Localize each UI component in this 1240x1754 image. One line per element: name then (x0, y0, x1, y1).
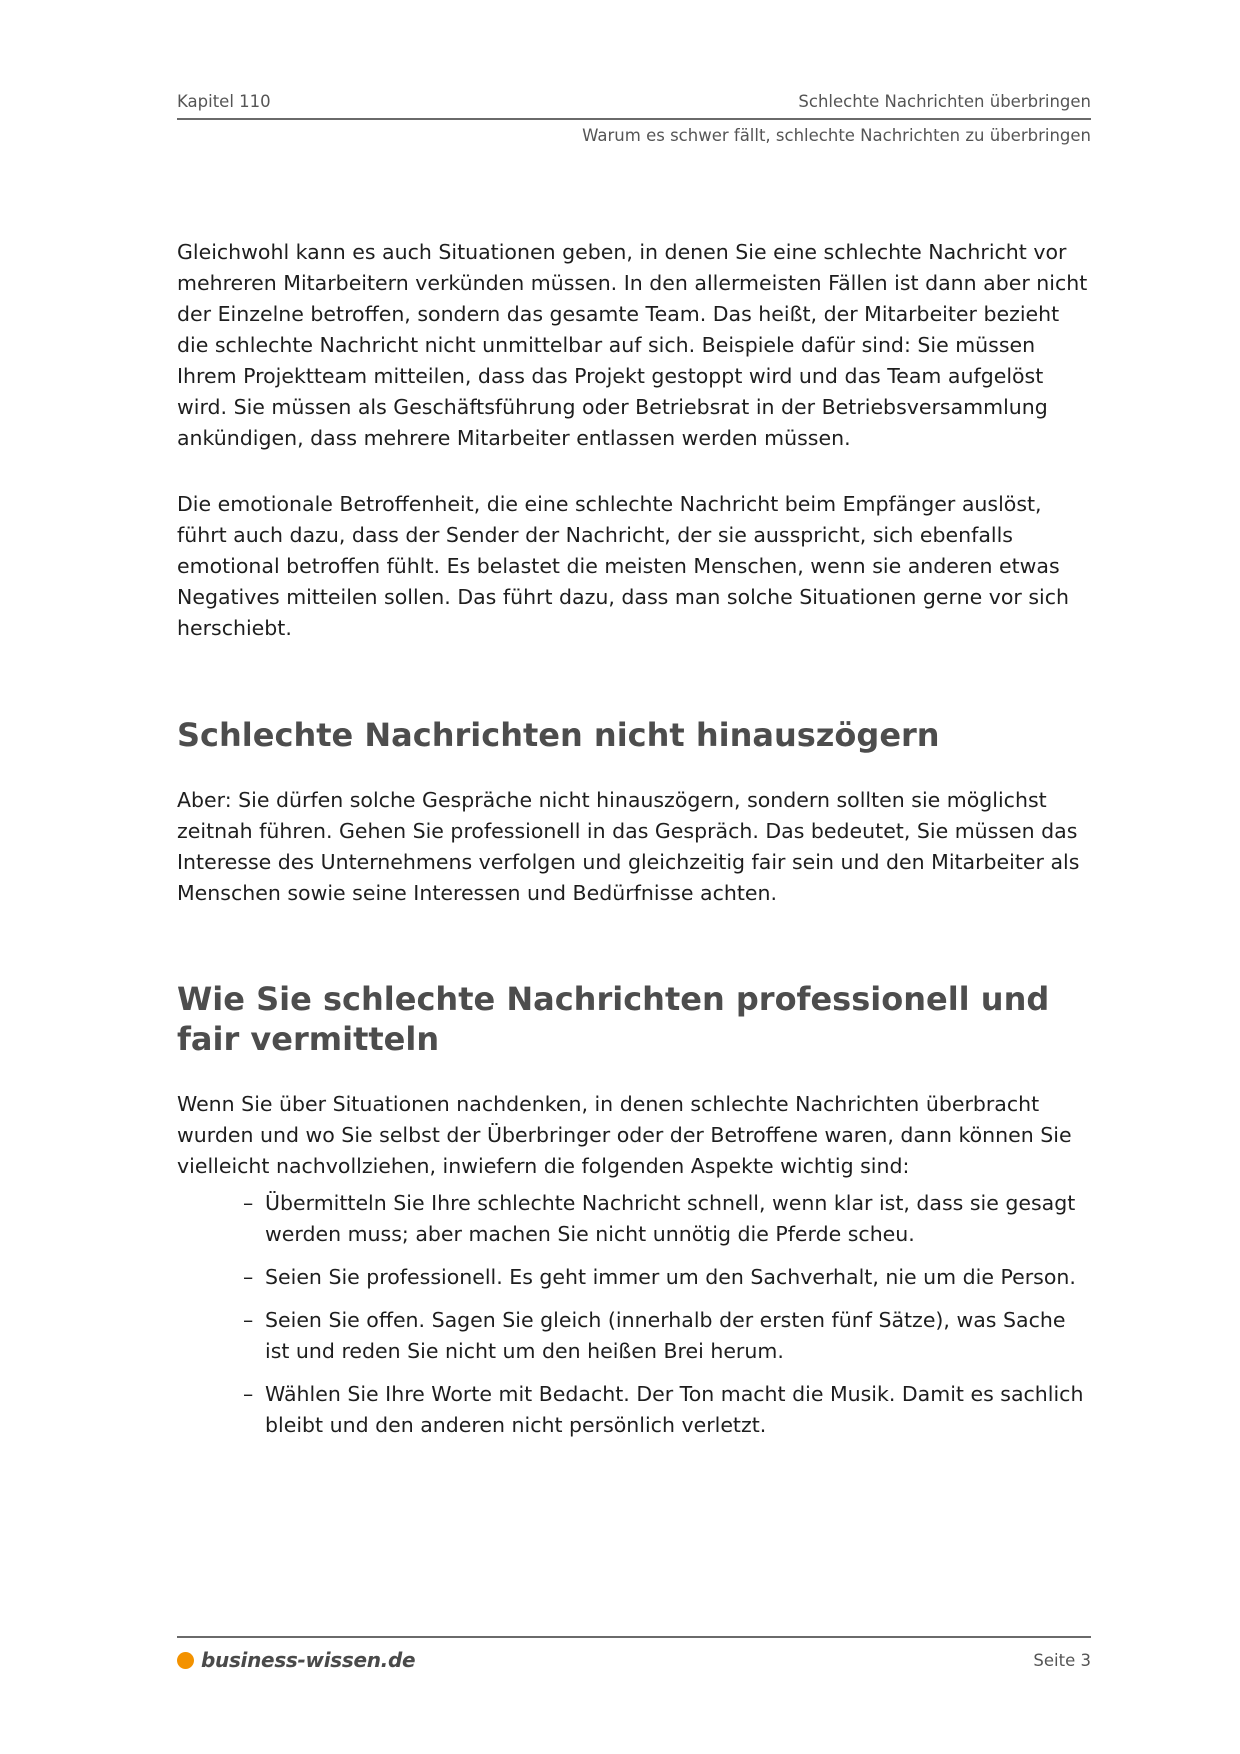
bullet-marker: – (243, 1382, 254, 1406)
page-footer (177, 1636, 1091, 1672)
page-content (177, 237, 1091, 1453)
brand-name: business-wissen.de (201, 1648, 416, 1672)
brand-dot-icon (177, 1652, 194, 1669)
bullet-marker: – (243, 1191, 254, 1215)
aspect-list (177, 1188, 1091, 1441)
paragraph: Die emotionale Betroffenheit, die eine schlechte Nachricht beim Empfänger auslöst, führt auch dazu, dass der Sender der Nachricht, der sie ausspricht, sich ebenfalls emotional betroffen fühlt. Es belastet die meisten Menschen, wenn sie anderen etwas Negatives mitteilen sollen. Das führt dazu, dass man solche Situationen gerne vor sich herschiebt. (177, 492, 1069, 640)
header-title: Schlechte Nachrichten überbringen (798, 92, 1091, 111)
paragraph: Gleichwohl kann es auch Situationen geben, in denen Sie eine schlechte Nachricht vor mehreren Mitarbeitern verkünden müssen. In den allermeisten Fällen ist dann aber nicht der Einzelne betroffen, sondern das gesamte Team. Das heißt, der Mitarbeiter bezieht die schlechte Nachricht nicht unmittelbar auf sich. Beispiele dafür sind: Sie müssen Ihrem Projektteam mitteilen, dass das Projekt gestoppt wird und das Team aufgelöst wird. Sie müssen als Geschäftsführung oder Betriebsrat in der Betriebsversammlung ankündigen, dass mehrere Mitarbeiter entlassen werden müssen. (177, 240, 1088, 450)
list-item (243, 1379, 1091, 1441)
chapter-label: Kapitel 110 (177, 92, 271, 111)
list-item-text: Übermitteln Sie Ihre schlechte Nachricht schnell, wenn klar ist, dass sie gesagt werden muss; aber machen Sie nicht unnötig die Pferde scheu. (265, 1191, 1076, 1246)
section-heading: Wie Sie schlechte Nachrichten professionell und fair vermitteln (177, 980, 1050, 1058)
paragraph: Aber: Sie dürfen solche Gespräche nicht hinauszögern, sondern sollten sie möglichst zeitnah führen. Gehen Sie professionell in das Gespräch. Das bedeutet, Sie müssen das Interesse des Unternehmens verfolgen und gleichzeitig fair sein und den Mitarbeiter als Menschen sowie seine Interessen und Bedürfnisse achten. (177, 788, 1080, 905)
list-item-text: Wählen Sie Ihre Worte mit Bedacht. Der Ton macht die Musik. Damit es sachlich bleibt und den anderen nicht persönlich verletzt. (265, 1382, 1084, 1437)
section-heading: Schlechte Nachrichten nicht hinauszögern (177, 716, 940, 754)
footer-row (177, 1648, 1091, 1672)
list-item (243, 1188, 1091, 1250)
header-divider (177, 118, 1091, 120)
bullet-marker: – (243, 1308, 254, 1332)
document-page (177, 0, 1091, 1754)
page-number: Seite 3 (1033, 1650, 1091, 1670)
footer-divider (177, 1636, 1091, 1638)
list-item-text: Seien Sie professionell. Es geht immer um den Sachverhalt, nie um die Person. (265, 1265, 1076, 1289)
list-item (243, 1262, 1091, 1293)
bullet-marker: – (243, 1265, 254, 1289)
page-header (177, 92, 1091, 145)
paragraph: Wenn Sie über Situationen nachdenken, in denen schlechte Nachrichten überbracht wurden und wo Sie selbst der Überbringer oder der Betroffene waren, dann können Sie vielleicht nachvollziehen, inwiefern die folgenden Aspekte wichtig sind: (177, 1092, 1072, 1178)
header-subtitle: Warum es schwer fällt, schlechte Nachrichten zu überbringen (582, 126, 1091, 145)
header-row (177, 92, 1091, 114)
list-item (243, 1305, 1091, 1367)
list-item-text: Seien Sie offen. Sagen Sie gleich (innerhalb der ersten fünf Sätze), was Sache ist und reden Sie nicht um den heißen Brei herum. (265, 1308, 1066, 1363)
brand-logo (177, 1648, 415, 1672)
